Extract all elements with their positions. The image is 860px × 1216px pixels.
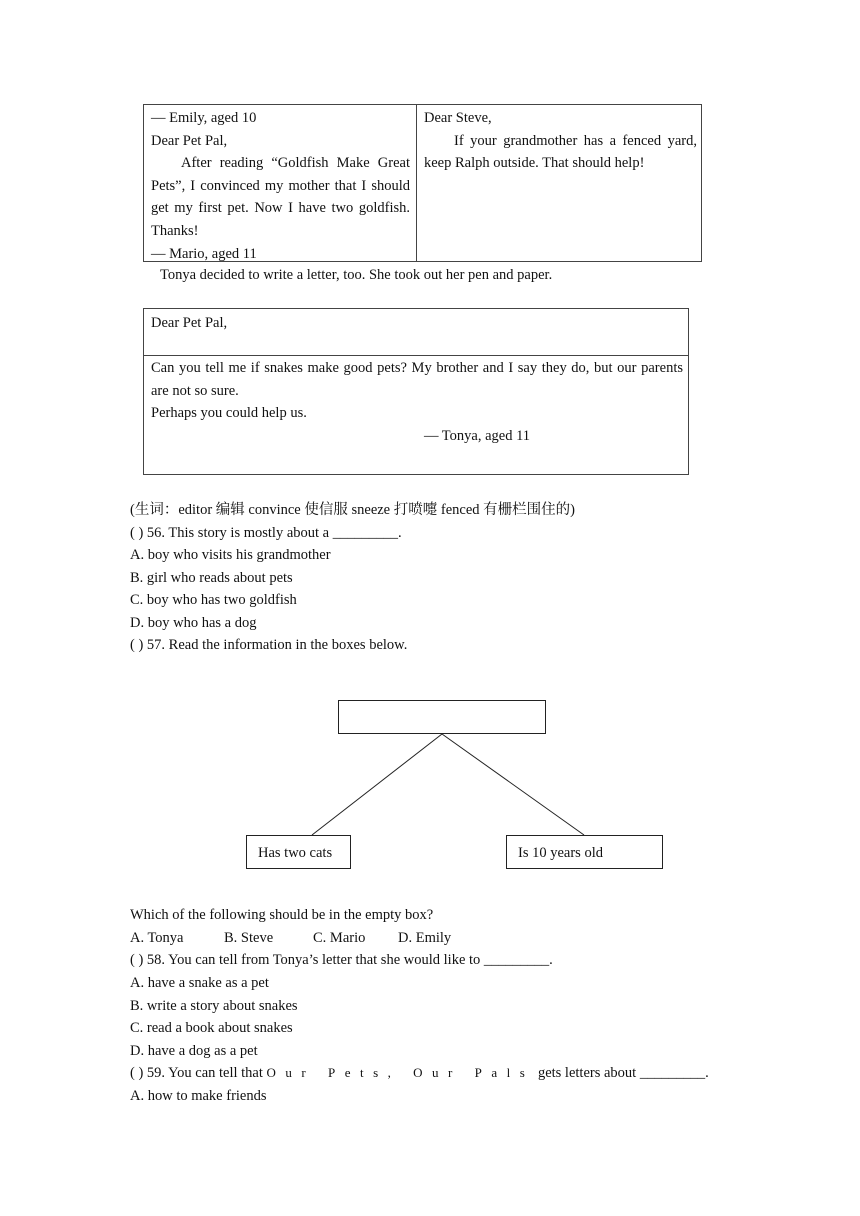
q56-option-a: A. boy who visits his grandmother xyxy=(130,547,331,563)
mario-letter-greeting: Dear Pet Pal, xyxy=(151,132,228,149)
connector-right xyxy=(442,734,584,835)
q57-option-d: D. Emily xyxy=(398,930,452,946)
q58-question: ( ) 58. You can tell from Tonya’s letter that she would like to _________. xyxy=(130,952,553,968)
tonya-letter-body-2: Perhaps you could help us. xyxy=(151,405,307,422)
narration-text: Tonya decided to write a letter, too. She took out her pen and paper. xyxy=(160,267,553,283)
q59-prefix: ( ) 59. You can tell that xyxy=(130,1065,267,1081)
connector-left xyxy=(312,734,442,835)
q56-option-b: B. girl who reads about pets xyxy=(130,570,293,586)
q59-question xyxy=(130,1063,709,1083)
q57-options xyxy=(130,928,452,948)
q59-title: Our Pets, Our Pals xyxy=(266,1065,535,1080)
steve-reply-body: If your grandmother has a fenced yard, keep Ralph outside. That should help! xyxy=(424,132,697,172)
tonya-signature: — Tonya, aged 11 xyxy=(423,427,531,444)
tonya-letter-greeting: Dear Pet Pal, xyxy=(151,315,228,331)
q57-prompt: Which of the following should be in the empty box? xyxy=(130,907,434,923)
q57-option-b: B. Steve xyxy=(224,930,274,946)
steve-reply-greeting: Dear Steve, xyxy=(424,110,492,126)
q58-option-b: B. write a story about snakes xyxy=(130,998,298,1014)
q56-option-c: C. boy who has two goldfish xyxy=(130,592,297,608)
diagram-empty-box xyxy=(338,700,546,734)
q59-option-a: A. how to make friends xyxy=(130,1088,267,1104)
diagram-left-box xyxy=(246,835,351,869)
q56-question: ( ) 56. This story is mostly about a _________. xyxy=(130,525,402,541)
q59-suffix: gets letters about _________. xyxy=(534,1065,709,1081)
vocab-note: (生词：editor 编辑 convince 使信服 sneeze 打喷嚏 fenced 有栅栏围住的) xyxy=(130,502,575,518)
q58-option-a: A. have a snake as a pet xyxy=(130,975,269,991)
q58-option-d: D. have a dog as a pet xyxy=(130,1043,258,1059)
q58-option-c: C. read a book about snakes xyxy=(130,1020,293,1036)
emily-signature: — Emily, aged 10 xyxy=(151,110,257,126)
mario-letter-body: After reading “Goldfish Make Great Pets”, I convinced my mother that I should get my first pet. Now I have two goldfish. Thanks! xyxy=(151,155,410,239)
q57-option-c: C. Mario xyxy=(313,930,366,946)
diagram-left-box-text: Has two cats xyxy=(258,845,333,861)
q57-question: ( ) 57. Read the information in the boxes below. xyxy=(130,637,408,653)
tonya-letter-body: Can you tell me if snakes make good pets? My brother and I say they do, but our parents are not so sure. xyxy=(151,360,683,399)
q56-option-d: D. boy who has a dog xyxy=(130,615,257,631)
diagram-right-box-text: Is 10 years old xyxy=(518,845,603,861)
diagram-right-box xyxy=(506,835,663,869)
mario-signature: — Mario, aged 11 xyxy=(151,245,257,262)
q57-option-a: A. Tonya xyxy=(130,930,184,946)
